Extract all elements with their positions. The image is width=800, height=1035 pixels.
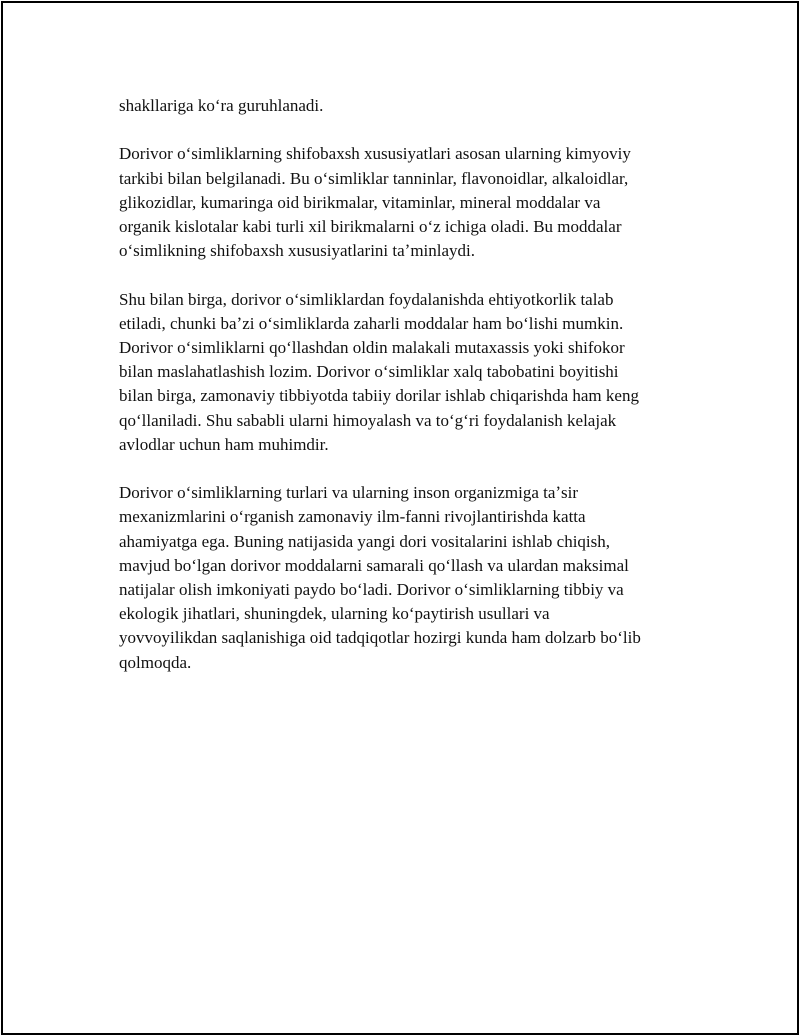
text-line: qolmoqda. (119, 652, 192, 672)
paragraph-1 (119, 94, 699, 118)
text-line: avlodlar uchun ham muhimdir. (119, 434, 329, 454)
text-line: glikozidlar, kumaringa oid birikmalar, vitaminlar, mineral moddalar va (119, 192, 601, 212)
text-line: Dorivor oʻsimliklarning turlari va ularning inson organizmiga taʼsir (119, 483, 579, 503)
text-line: qoʻllaniladi. Shu sababli ularni himoyalash va toʻgʻri foydalanish kelajak (119, 410, 617, 430)
text-line: mavjud boʻlgan dorivor moddalarni samarali qoʻllash va ulardan maksimal (119, 555, 629, 575)
text-line: bilan maslahatlashish lozim. Dorivor oʻsimliklar xalq tabobatini boyitishi (119, 362, 619, 382)
text-line: Dorivor oʻsimliklarning shifobaxsh xususiyatlari asosan ularning kimyoviy (119, 144, 631, 164)
paragraph-4 (119, 481, 699, 675)
text-line: etiladi, chunki baʼzi oʻsimliklarda zaharli moddalar ham boʻlishi mumkin. (119, 313, 624, 333)
text-line: oʻsimlikning shifobaxsh xususiyatlarini taʼminlaydi. (119, 241, 476, 261)
paragraph-2 (119, 142, 699, 263)
text-line: ekologik jihatlari, shuningdek, ularning koʻpaytirish usullari va (119, 604, 550, 624)
paragraph-3 (119, 288, 699, 457)
text-line: yovvoyilikdan saqlanishiga oid tadqiqotlar hozirgi kunda ham dolzarb boʻlib (119, 628, 641, 648)
text-line: Shu bilan birga, dorivor oʻsimliklardan foydalanishda ehtiyotkorlik talab (119, 289, 614, 309)
text-line: shakllariga koʻra guruhlanadi. (119, 96, 324, 115)
document-body (119, 94, 699, 699)
text-line: ahamiyatga ega. Buning natijasida yangi dori vositalarini ishlab chiqish, (119, 531, 610, 551)
text-line: organik kislotalar kabi turli xil birikmalarni oʻz ichiga oladi. Bu moddalar (119, 217, 622, 236)
text-line: Dorivor oʻsimliklarni qoʻllashdan oldin malakali mutaxassis yoki shifokor (119, 338, 625, 357)
text-line: bilan birga, zamonaviy tibbiyotda tabiiy dorilar ishlab chiqarishda ham keng (119, 386, 639, 406)
document-page (1, 1, 799, 1035)
text-line: tarkibi bilan belgilanadi. Bu oʻsimliklar tanninlar, flavonoidlar, alkaloidlar, (119, 168, 629, 188)
text-line: mexanizmlarini oʻrganish zamonaviy ilm-fanni rivojlantirishda katta (119, 507, 586, 527)
text-line: natijalar olish imkoniyati paydo boʻladi. Dorivor oʻsimliklarning tibbiy va (119, 580, 624, 600)
